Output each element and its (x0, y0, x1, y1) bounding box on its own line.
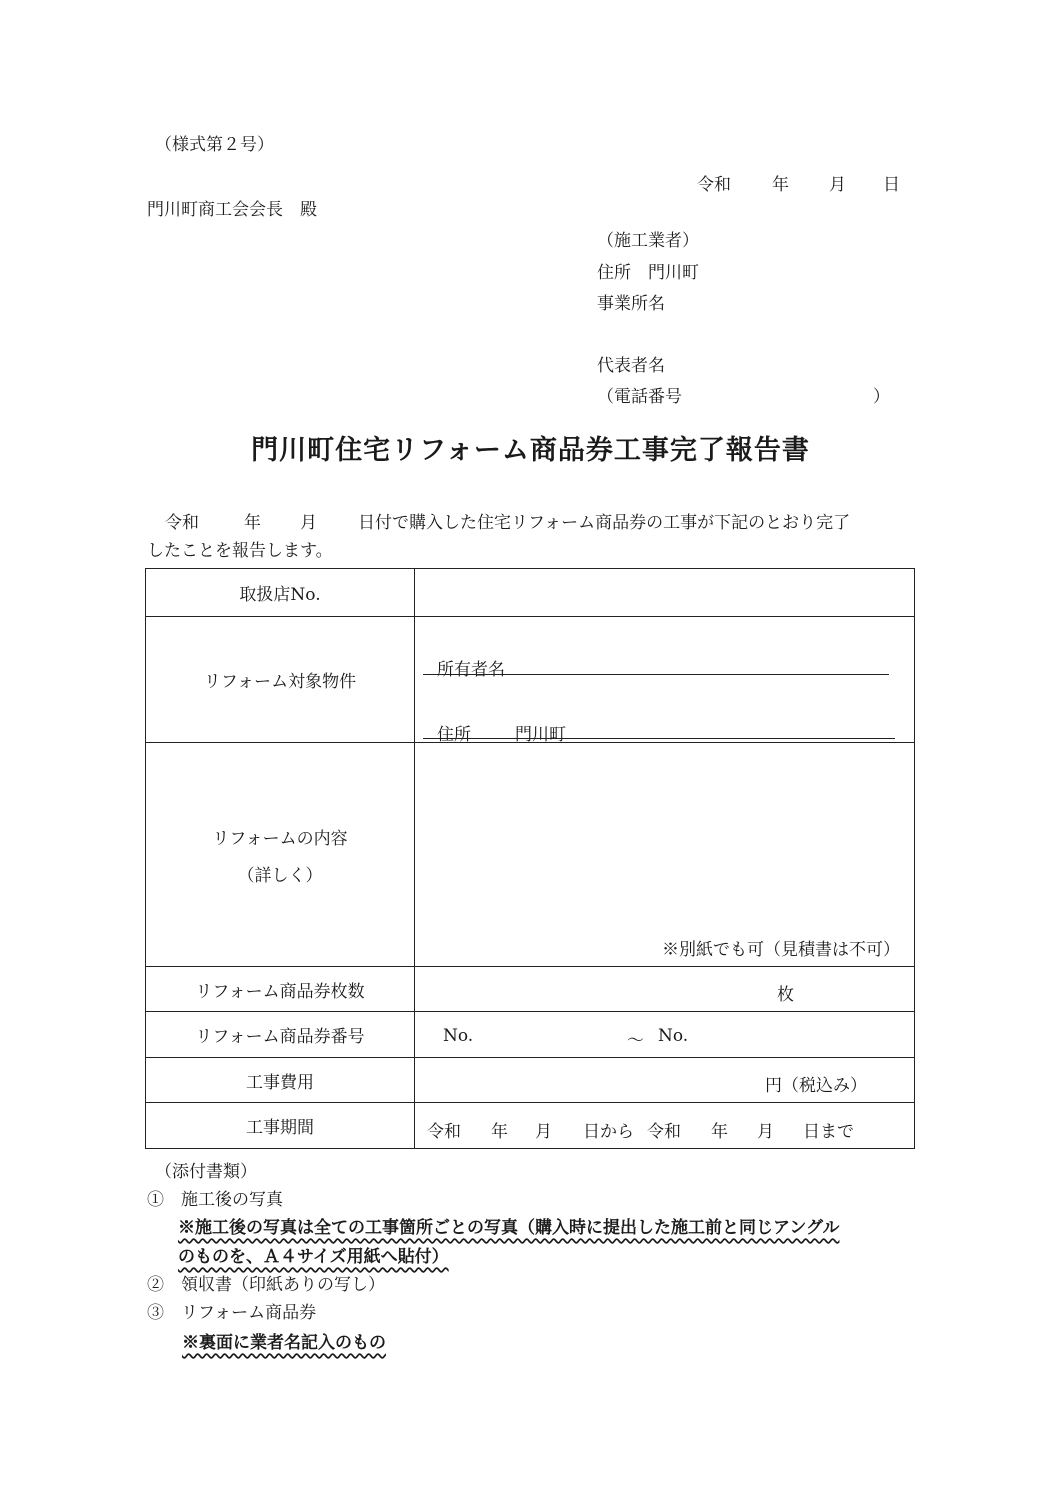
attachment-item1-note-line2: のものを、Ａ４サイズ用紙へ貼付） (178, 1247, 449, 1267)
period-year2: 年 (711, 1122, 728, 1142)
intro-line2: したことを報告します。 (147, 541, 333, 561)
address-underline (423, 738, 895, 739)
attachment-item1-note-line1: ※施工後の写真は全ての工事箇所ごとの写真（購入時に提出した施工前と同じアングル (178, 1218, 840, 1238)
content-field[interactable] (415, 743, 915, 967)
owner-label: 所有者名 (437, 660, 505, 680)
attachment-item3-note: ※裏面に業者名記入のもの (182, 1333, 386, 1353)
period-from: 日から (583, 1122, 634, 1142)
property-address-label: 住所 (437, 725, 471, 745)
row-store-no (146, 569, 915, 617)
voucher-number-label: リフォーム商品券番号 (146, 1012, 415, 1058)
date-day: 日 (883, 175, 900, 195)
period-era2: 令和 (647, 1122, 681, 1142)
row-cost (146, 1058, 915, 1103)
attachment-item1: ① 施工後の写真 (147, 1190, 283, 1210)
date-month: 月 (829, 175, 846, 195)
period-month2: 月 (757, 1122, 774, 1142)
property-field[interactable] (415, 617, 915, 743)
date-year: 年 (772, 175, 789, 195)
attachments-heading: （添付書類） (155, 1162, 257, 1182)
voucher-tilde: ～ (627, 1031, 644, 1051)
property-address-value: 門川町 (515, 725, 566, 745)
row-content (146, 743, 915, 967)
row-voucher-number (146, 1012, 915, 1058)
form-number: （様式第２号） (155, 135, 274, 155)
voucher-count-field[interactable] (415, 967, 915, 1012)
contractor-business-name: 事業所名 (597, 294, 665, 314)
row-voucher-count (146, 967, 915, 1012)
store-no-field[interactable] (415, 569, 915, 617)
attachment-item3: ③ リフォーム商品券 (147, 1303, 317, 1323)
attachment-item2: ② 領収書（印紙ありの写し） (147, 1275, 385, 1295)
property-label: リフォーム対象物件 (146, 617, 415, 743)
cost-field[interactable] (415, 1058, 915, 1103)
contractor-phone-close: ） (873, 387, 890, 407)
report-table (145, 568, 915, 1149)
period-field[interactable] (415, 1103, 915, 1149)
voucher-no-to: No. (658, 1026, 689, 1046)
document-title: 門川町住宅リフォーム商品券工事完了報告書 (251, 435, 810, 466)
content-sub: （詳しく） (237, 865, 323, 886)
voucher-no-from: No. (443, 1026, 474, 1046)
cost-unit: 円（税込み） (765, 1076, 867, 1096)
owner-underline (423, 674, 889, 675)
content-label: リフォームの内容 (212, 828, 348, 849)
period-month1: 月 (535, 1122, 552, 1142)
intro-year: 年 (244, 513, 261, 533)
row-property (146, 617, 915, 743)
voucher-count-unit: 枚 (777, 985, 794, 1005)
period-to: 日まで (803, 1122, 854, 1142)
contractor-phone-open: （電話番号 (597, 387, 682, 407)
contractor-address: 住所 門川町 (597, 263, 699, 283)
period-year1: 年 (491, 1122, 508, 1142)
voucher-number-field[interactable] (415, 1012, 915, 1058)
recipient: 門川町商工会会長 殿 (147, 200, 317, 220)
period-era1: 令和 (427, 1122, 461, 1142)
intro-month: 月 (300, 513, 317, 533)
intro-line1: 日付で購入した住宅リフォーム商品券の工事が下記のとおり完了 (358, 513, 851, 533)
content-note: ※別紙でも可（見積書は不可） (662, 940, 900, 960)
date-era: 令和 (697, 175, 731, 195)
contractor-heading: （施工業者） (597, 231, 699, 251)
store-no-label: 取扱店No. (146, 569, 415, 617)
period-label: 工事期間 (146, 1103, 415, 1149)
content-label-cell (146, 743, 415, 967)
contractor-representative: 代表者名 (597, 356, 665, 376)
voucher-count-label: リフォーム商品券枚数 (146, 967, 415, 1012)
intro-era: 令和 (165, 513, 199, 533)
cost-label: 工事費用 (146, 1058, 415, 1103)
row-period (146, 1103, 915, 1149)
